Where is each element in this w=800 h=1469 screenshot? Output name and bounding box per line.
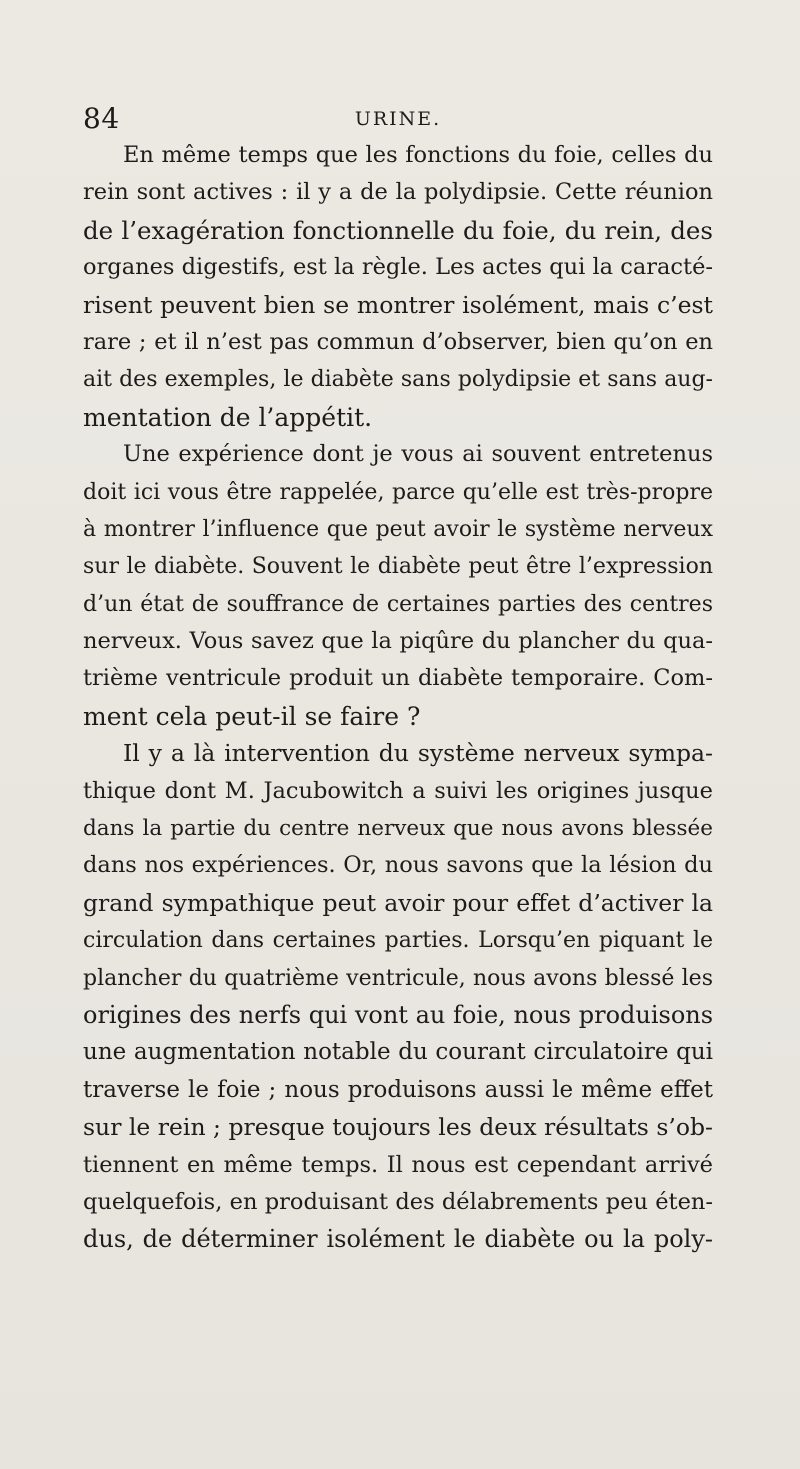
text-line: Il y a là intervention du système nerveux sympa- bbox=[123, 739, 713, 768]
text-line: En même temps que les fonctions du foie, celles du bbox=[123, 142, 713, 168]
running-title: URINE. bbox=[354, 108, 442, 130]
text-line: une augmentation notable du courant circulatoire qui bbox=[83, 1039, 713, 1066]
text-line: thique dont M. Jacubowitch a suivi les origines jusque bbox=[83, 777, 713, 804]
text-line: rein sont actives : il y a de la polydipsie. Cette réunion bbox=[83, 179, 713, 206]
text-line: à montrer l’influence que peut avoir le système nerveux bbox=[83, 516, 713, 542]
text-line: rare ; et il n’est pas commun d’observer, bien qu’on en bbox=[83, 328, 713, 355]
text-line: doit ici vous être rappelée, parce qu’elle est très-propre bbox=[83, 479, 713, 505]
text-line: tiennent en même temps. Il nous est cependant arrivé bbox=[83, 1151, 713, 1178]
body-text bbox=[83, 137, 713, 1259]
text-line: quelquefois, en produisant des délabrements peu éten- bbox=[83, 1188, 713, 1215]
text-line: dus, de déterminer isolément le diabète ou la poly- bbox=[83, 1225, 713, 1254]
text-line: circulation dans certaines parties. Lorsqu’en piquant le bbox=[83, 928, 713, 954]
text-line: sur le diabète. Souvent le diabète peut être l’expression bbox=[83, 554, 713, 580]
text-line: organes digestifs, est la règle. Les actes qui la caracté- bbox=[83, 254, 713, 281]
page-number: 84 bbox=[83, 102, 120, 135]
text-line: nerveux. Vous savez que la piqûre du plancher du qua- bbox=[83, 628, 713, 655]
text-line: ment cela peut-il se faire ? bbox=[83, 701, 421, 731]
running-head bbox=[83, 103, 713, 135]
text-line: dans la partie du centre nerveux que nous avons blessée bbox=[83, 816, 713, 842]
text-line: sur le rein ; presque toujours les deux résultats s’ob- bbox=[83, 1113, 714, 1142]
text-line: Une expérience dont je vous ai souvent entretenus bbox=[123, 441, 713, 468]
text-line: traverse le foie ; nous produisons aussi le même effet bbox=[83, 1076, 713, 1103]
text-line: plancher du quatrième ventricule, nous avons blessé les bbox=[83, 965, 713, 991]
text-line: de l’exagération fonctionnelle du foie, du rein, des bbox=[83, 215, 713, 245]
text-line: dans nos expériences. Or, nous savons que la lésion du bbox=[83, 852, 713, 879]
text-line: risent peuvent bien se montrer isolément, mais c’est bbox=[83, 290, 713, 319]
text-line: mentation de l’appétit. bbox=[83, 402, 373, 432]
text-line: trième ventricule produit un diabète temporaire. Com- bbox=[83, 665, 713, 692]
text-line: ait des exemples, le diabète sans polydipsie et sans aug- bbox=[83, 367, 713, 393]
text-line: grand sympathique peut avoir pour effet d’activer la bbox=[83, 888, 713, 917]
text-line: d’un état de souffrance de certaines parties des centres bbox=[83, 591, 713, 617]
text-line: origines des nerfs qui vont au foie, nous produisons bbox=[83, 1000, 714, 1029]
